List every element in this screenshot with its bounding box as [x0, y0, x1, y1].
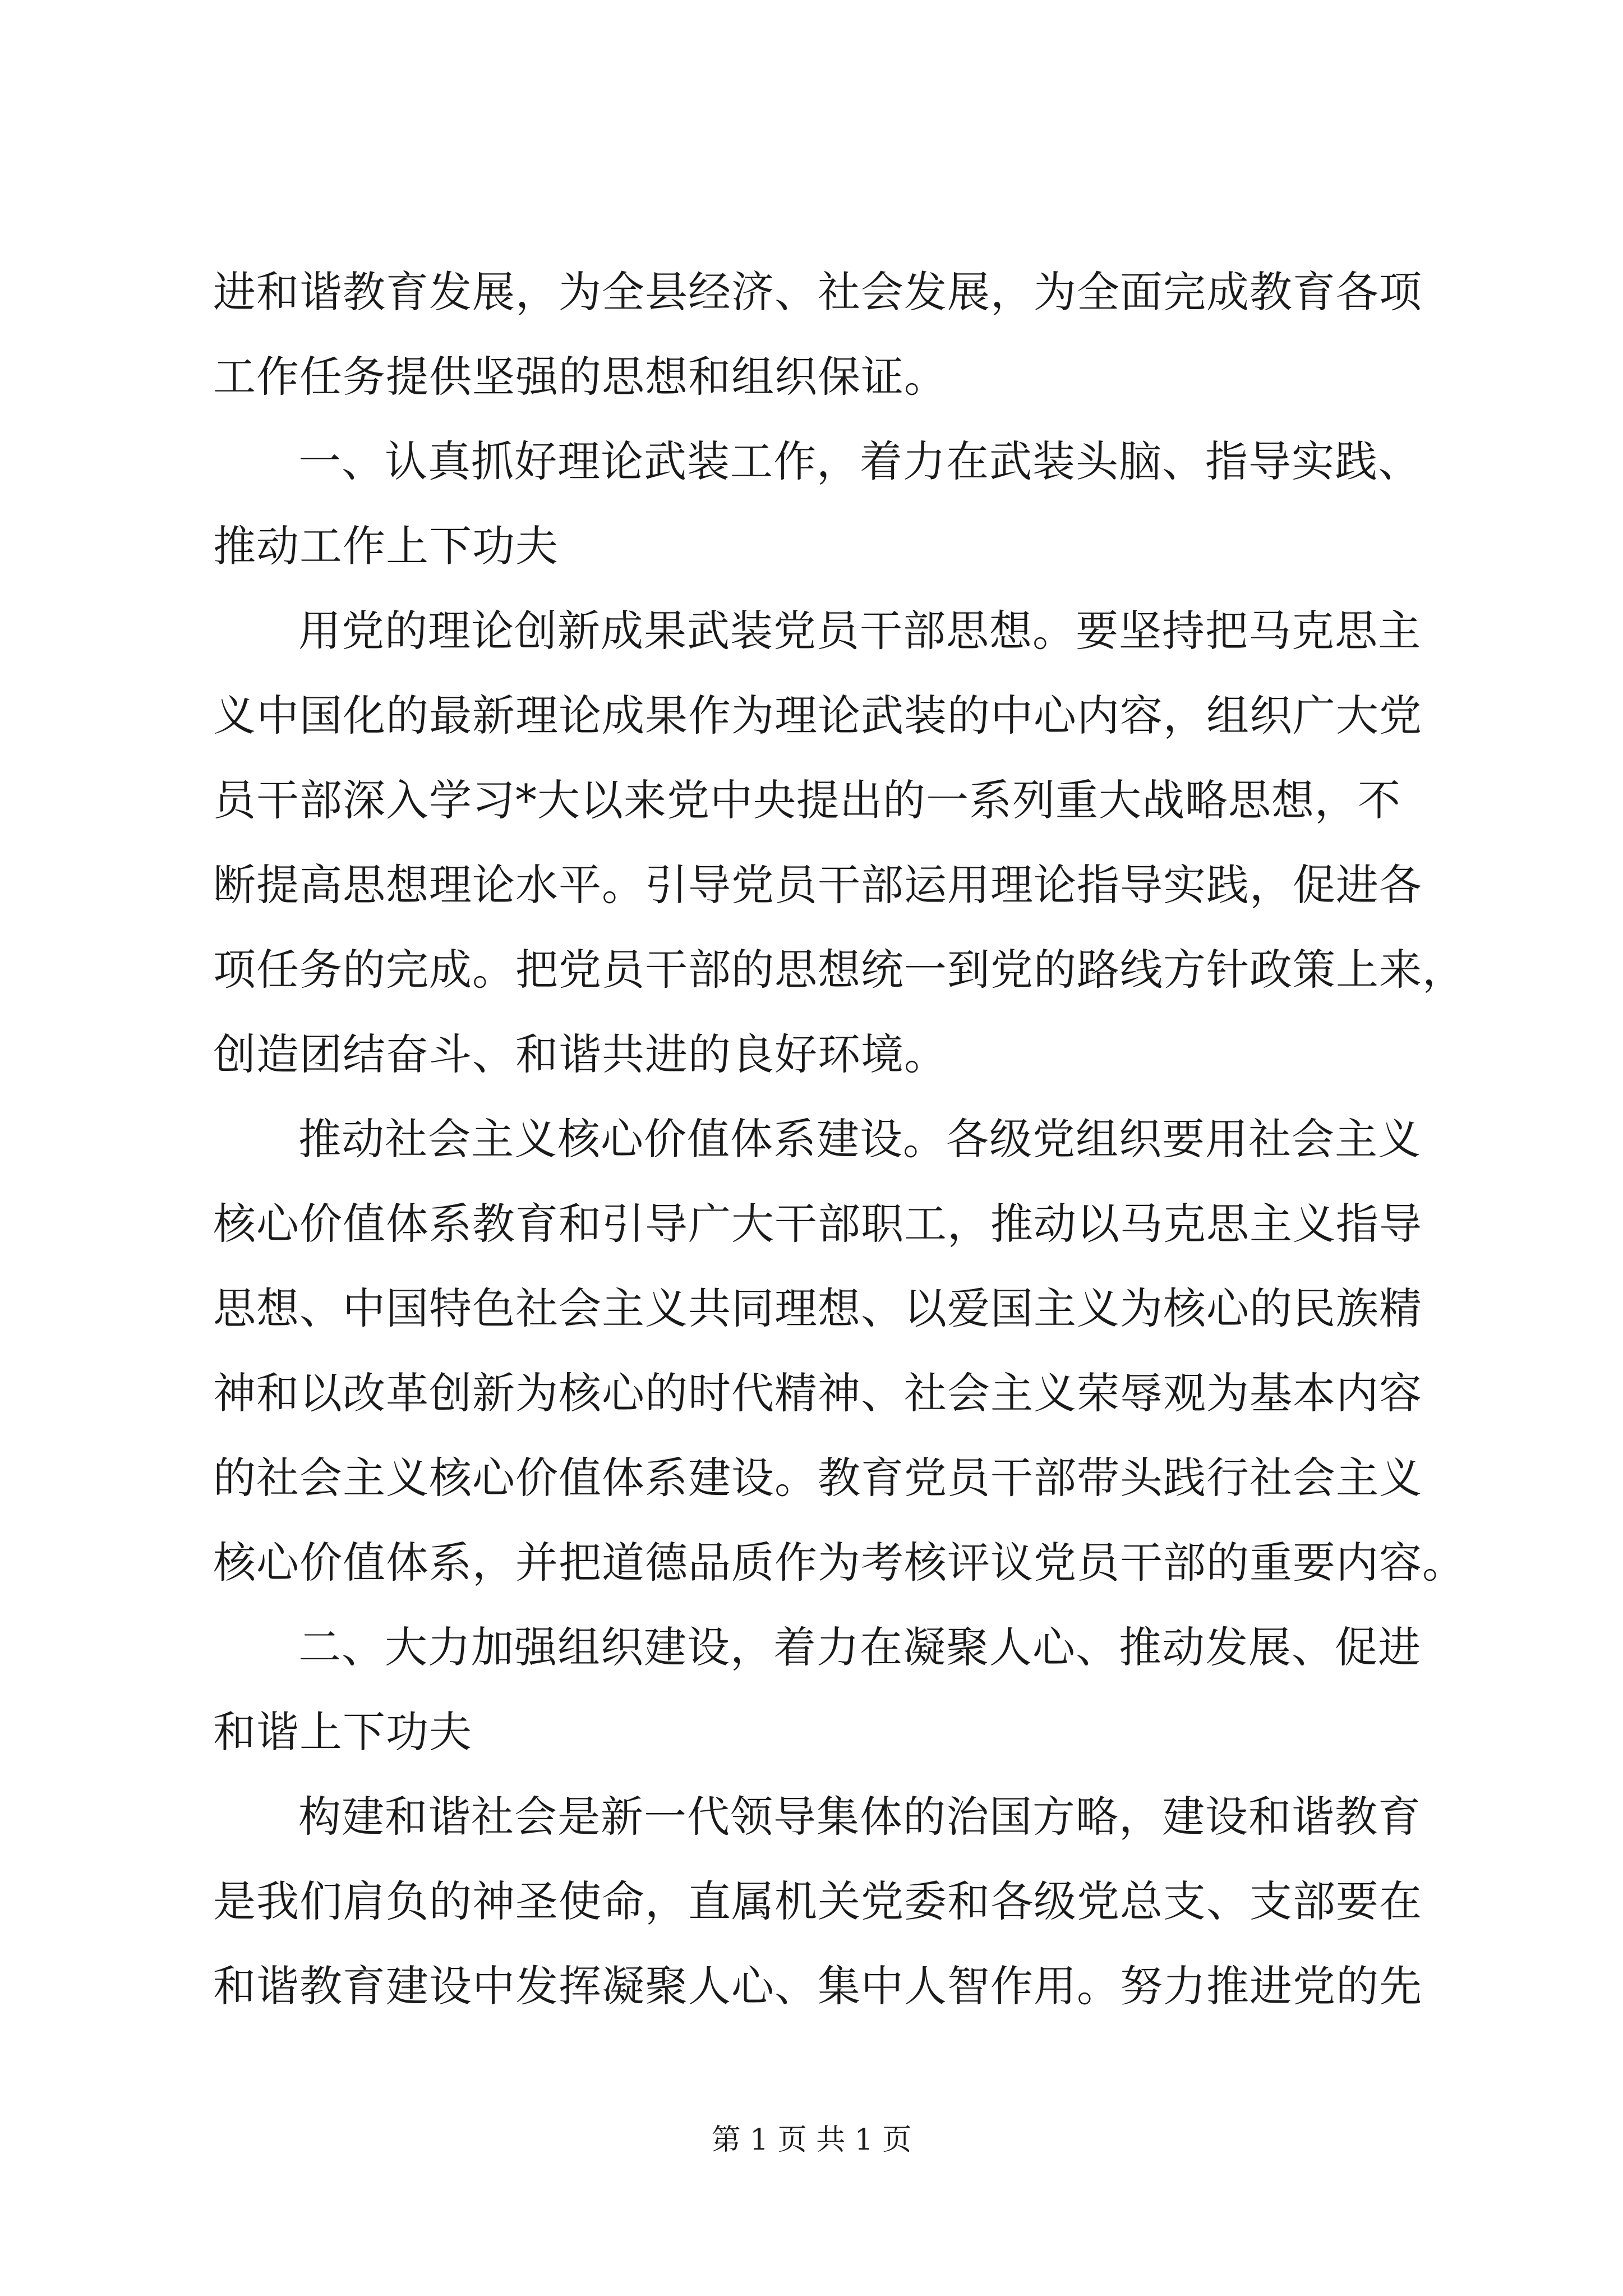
- text-line: 创造团结奋斗、和谐共进的良好环境。: [213, 1029, 947, 1079]
- section-heading-line: 和谐上下功夫: [213, 1707, 472, 1757]
- text-line: 员干部深入学习*大以来党中央提出的一系列重大战略思想，不: [213, 775, 1401, 825]
- text-line: 进和谐教育发展，为全县经济、社会发展，为全面完成教育各项: [213, 267, 1422, 317]
- section-heading-line: 二、大力加强组织建设，着力在凝聚人心、推动发展、促进: [298, 1622, 1421, 1672]
- text-line: 是我们肩负的神圣使命，直属机关党委和各级党总支、支部要在: [213, 1876, 1422, 1926]
- text-line: 义中国化的最新理论成果作为理论武装的中心内容，组织广大党: [213, 691, 1422, 740]
- text-line: 思想、中国特色社会主义共同理想、以爱国主义为核心的民族精: [213, 1283, 1422, 1333]
- document-body: [213, 250, 1465, 2028]
- text-line: 项任务的完成。把党员干部的思想统一到党的路线方针政策上来，: [213, 945, 1465, 995]
- text-line: 工作任务提供坚强的思想和组织保证。: [213, 352, 947, 402]
- page-footer: 第 1 页 共 1 页: [711, 2123, 912, 2157]
- text-line: 断提高思想理论水平。引导党员干部运用理论指导实践，促进各: [213, 860, 1422, 910]
- section-heading-line: 一、认真抓好理论武装工作，着力在武装头脑、指导实践、: [298, 436, 1421, 486]
- section-heading-line: 推动工作上下功夫: [213, 521, 559, 571]
- text-line: 的社会主义核心价值体系建设。教育党员干部带头践行社会主义: [213, 1453, 1422, 1503]
- text-line: 核心价值体系，并把道德品质作为考核评议党员干部的重要内容。: [213, 1538, 1465, 1588]
- text-line: 推动社会主义核心价值体系建设。各级党组织要用社会主义: [298, 1114, 1421, 1164]
- text-line: 用党的理论创新成果武装党员干部思想。要坚持把马克思主: [298, 606, 1421, 656]
- text-line: 核心价值体系教育和引导广大干部职工，推动以马克思主义指导: [213, 1199, 1422, 1249]
- text-line: 构建和谐社会是新一代领导集体的治国方略，建设和谐教育: [298, 1792, 1421, 1842]
- text-line: 神和以改革创新为核心的时代精神、社会主义荣辱观为基本内容: [213, 1368, 1422, 1418]
- text-line: 和谐教育建设中发挥凝聚人心、集中人智作用。努力推进党的先: [213, 1961, 1422, 2011]
